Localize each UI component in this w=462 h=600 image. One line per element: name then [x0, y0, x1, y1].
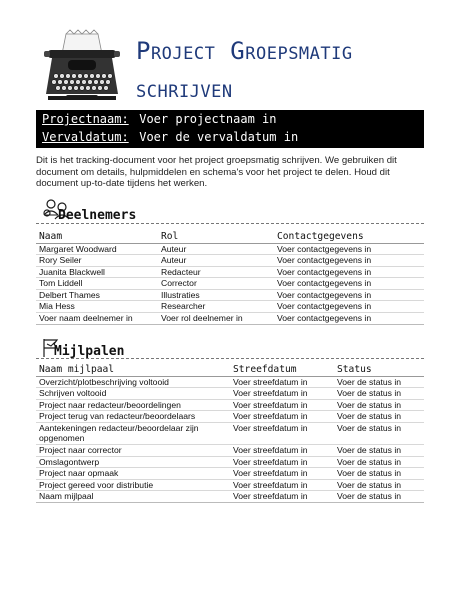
participant-contact[interactable]: Voer contactgegevens in — [274, 301, 424, 313]
table-row — [36, 445, 424, 457]
due-date-value[interactable]: Voer de vervaldatum in — [139, 130, 299, 144]
project-name-row — [42, 112, 277, 130]
milestone-target-date[interactable]: Voer streefdatum in — [230, 399, 334, 411]
table-row — [36, 479, 424, 491]
milestone-status[interactable]: Voer de status in — [334, 479, 424, 491]
due-date-row — [42, 130, 298, 148]
milestone-target-date[interactable]: Voer streefdatum in — [230, 411, 334, 423]
participant-role[interactable]: Auteur — [158, 255, 274, 267]
milestone-target-date[interactable]: Voer streefdatum in — [230, 456, 334, 468]
participant-name[interactable]: Juanita Blackwell — [36, 266, 158, 278]
milestone-status[interactable]: Voer de status in — [334, 445, 424, 457]
project-name-label: Projectnaam: — [42, 112, 129, 126]
participants-title: Deelnemers — [58, 208, 137, 223]
participant-name[interactable]: Rory Seiler — [36, 255, 158, 267]
table-row — [36, 399, 424, 411]
milestone-target-date[interactable]: Voer streefdatum in — [230, 468, 334, 480]
table-header-row — [36, 363, 424, 376]
milestones-heading — [38, 336, 238, 366]
milestone-target-date[interactable]: Voer streefdatum in — [230, 491, 334, 503]
document-title — [136, 32, 446, 108]
table-header-row — [36, 230, 424, 243]
participant-name[interactable]: Delbert Thames — [36, 289, 158, 301]
milestone-name[interactable]: Project naar opmaak — [36, 468, 230, 480]
title-line-2: schrijven — [136, 75, 233, 103]
column-header-contact: Contactgegevens — [274, 230, 424, 243]
participant-name[interactable]: Voer naam deelnemer in — [36, 313, 158, 325]
milestone-target-date[interactable]: Voer streefdatum in — [230, 445, 334, 457]
table-row — [36, 468, 424, 480]
intro-paragraph: Dit is het tracking-document voor het project groepsmatig schrijven. We gebruiken dit document om details, hulpmiddelen en schema's voor het project te delen. Houd dit document up-to-date tijdens het werken. — [36, 155, 397, 190]
participant-role[interactable]: Redacteur — [158, 266, 274, 278]
participant-contact[interactable]: Voer contactgegevens in — [274, 289, 424, 301]
table-row — [36, 456, 424, 468]
project-name-value[interactable]: Voer projectnaam in — [139, 112, 277, 126]
title-line-1: Project Groepsmatig — [136, 37, 353, 65]
table-row — [36, 289, 424, 301]
participant-name[interactable]: Margaret Woodward — [36, 243, 158, 255]
milestone-status[interactable]: Voer de status in — [334, 456, 424, 468]
table-row — [36, 491, 424, 503]
milestone-name[interactable]: Naam mijlpaal — [36, 491, 230, 503]
milestone-status[interactable]: Voer de status in — [334, 491, 424, 503]
column-header-name: Naam — [36, 230, 158, 243]
participants-divider — [36, 223, 424, 224]
milestone-name[interactable]: Project terug van redacteur/beoordelaars — [36, 411, 230, 423]
table-row — [36, 278, 424, 290]
participant-name[interactable]: Tom Liddell — [36, 278, 158, 290]
table-row — [36, 243, 424, 255]
participant-role[interactable]: Corrector — [158, 278, 274, 290]
table-row — [36, 388, 424, 400]
participant-contact[interactable]: Voer contactgegevens in — [274, 255, 424, 267]
project-info-band — [36, 110, 424, 148]
table-row — [36, 313, 424, 325]
due-date-label: Vervaldatum: — [42, 130, 129, 144]
table-row — [36, 411, 424, 423]
participants-table — [36, 230, 424, 325]
table-row — [36, 422, 424, 444]
milestone-target-date[interactable]: Voer streefdatum in — [230, 479, 334, 491]
participant-contact[interactable]: Voer contactgegevens in — [274, 313, 424, 325]
milestone-name[interactable]: Omslagontwerp — [36, 456, 230, 468]
milestones-table — [36, 363, 424, 503]
milestone-status[interactable]: Voer de status in — [334, 376, 424, 388]
typewriter-image — [40, 24, 124, 108]
milestone-name[interactable]: Project naar corrector — [36, 445, 230, 457]
milestone-status[interactable]: Voer de status in — [334, 422, 424, 444]
milestone-target-date[interactable]: Voer streefdatum in — [230, 376, 334, 388]
participant-contact[interactable]: Voer contactgegevens in — [274, 278, 424, 290]
participant-role[interactable]: Voer rol deelnemer in — [158, 313, 274, 325]
participant-role[interactable]: Researcher — [158, 301, 274, 313]
table-row — [36, 266, 424, 278]
milestone-status[interactable]: Voer de status in — [334, 399, 424, 411]
participant-contact[interactable]: Voer contactgegevens in — [274, 243, 424, 255]
milestones-divider — [36, 358, 424, 359]
table-row — [36, 301, 424, 313]
table-row — [36, 376, 424, 388]
milestone-status[interactable]: Voer de status in — [334, 468, 424, 480]
milestone-target-date[interactable]: Voer streefdatum in — [230, 422, 334, 444]
milestone-status[interactable]: Voer de status in — [334, 411, 424, 423]
participant-name[interactable]: Mia Hess — [36, 301, 158, 313]
milestone-name[interactable]: Overzicht/plotbeschrijving voltooid — [36, 376, 230, 388]
participant-contact[interactable]: Voer contactgegevens in — [274, 266, 424, 278]
column-header-milestone: Naam mijlpaal — [36, 363, 230, 376]
milestone-target-date[interactable]: Voer streefdatum in — [230, 388, 334, 400]
column-header-role: Rol — [158, 230, 274, 243]
column-header-status: Status — [334, 363, 424, 376]
milestone-name[interactable]: Project gereed voor distributie — [36, 479, 230, 491]
milestone-name[interactable]: Project naar redacteur/beoordelingen — [36, 399, 230, 411]
milestone-status[interactable]: Voer de status in — [334, 388, 424, 400]
column-header-target-date: Streefdatum — [230, 363, 334, 376]
participant-role[interactable]: Illustraties — [158, 289, 274, 301]
milestones-title: Mijlpalen — [54, 344, 125, 359]
milestone-name[interactable]: Schrijven voltooid — [36, 388, 230, 400]
participant-role[interactable]: Auteur — [158, 243, 274, 255]
table-row — [36, 255, 424, 267]
milestone-name[interactable]: Aantekeningen redacteur/beoordelaar zijn opgenomen — [36, 422, 230, 444]
